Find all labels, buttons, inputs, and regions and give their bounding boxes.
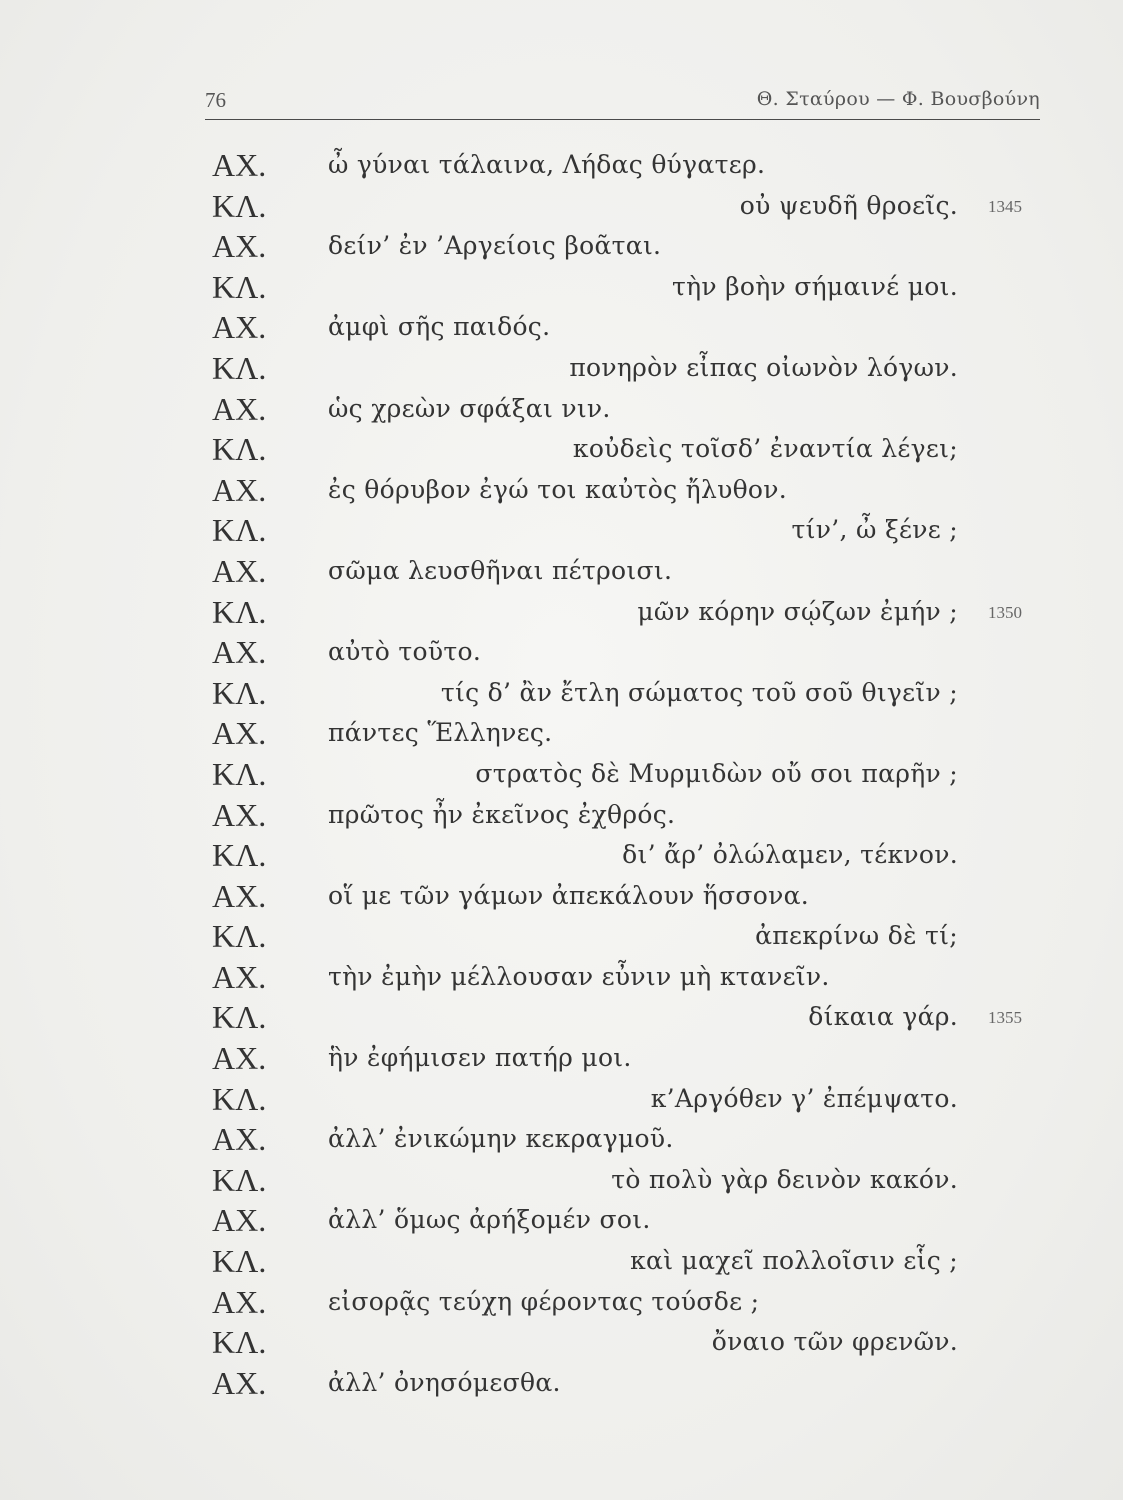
- verse-text: τίν’, ὦ ξένε ;: [791, 515, 958, 545]
- verse-text: ἀπεκρίνω δὲ τί;: [755, 921, 958, 951]
- speaker-label: ΚΛ.: [212, 1243, 267, 1280]
- dialogue-line: [0, 1322, 1123, 1363]
- verse-text: ὡς χρεὼν σφάξαι νιν.: [328, 393, 611, 423]
- speaker-label: ΑΧ.: [212, 1283, 267, 1320]
- verse-text: ἀλλ’ ἐνικώμην κεκραγμοῦ.: [328, 1124, 674, 1154]
- speaker-label: ΚΛ.: [212, 918, 267, 955]
- speaker-label: ΑΧ.: [212, 471, 267, 508]
- dialogue-line: [0, 470, 1123, 511]
- verse-text: ἀμφὶ σῆς παιδός.: [328, 312, 551, 342]
- dialogue-line: [0, 1119, 1123, 1160]
- speaker-label: ΚΛ.: [212, 1324, 267, 1361]
- header-rule: [205, 119, 1040, 120]
- speaker-label: ΚΛ.: [212, 187, 267, 224]
- verse-text: εἰσορᾷς τεύχη φέροντας τούσδε ;: [328, 1286, 760, 1316]
- verse-text: ἣν ἐφήμισεν πατήρ μοι.: [328, 1043, 632, 1073]
- speaker-label: ΚΛ.: [212, 674, 267, 711]
- verse-text: πρῶτος ἦν ἐκεῖνος ἐχθρός.: [328, 799, 676, 829]
- verse-text: τὴν ἐμὴν μέλλουσαν εὖνιν μὴ κτανεῖν.: [328, 961, 830, 991]
- speaker-label: ΑΧ.: [212, 309, 267, 346]
- speaker-label: ΑΧ.: [212, 1121, 267, 1158]
- verse-text: ὦ γύναι τάλαινα, Λήδας θύγατερ.: [328, 150, 766, 179]
- speaker-label: ΑΧ.: [212, 958, 267, 995]
- dialogue-line: [0, 267, 1123, 308]
- verse-text: καὶ μαχεῖ πολλοῖσιν εἷς ;: [630, 1246, 958, 1276]
- verse-text: πάντες Ἕλληνες.: [328, 718, 553, 748]
- dialogue-line: [0, 348, 1123, 389]
- dialogue-line: [0, 1241, 1123, 1282]
- dialogue-line: [0, 307, 1123, 348]
- verse-line-number: 1355: [988, 1008, 1022, 1028]
- speaker-label: ΑΧ.: [212, 715, 267, 752]
- dialogue-line: [0, 795, 1123, 836]
- dialogue-line: [0, 145, 1123, 186]
- verse-text: αὐτὸ τοῦτο.: [328, 637, 482, 667]
- verse-text: δι’ ἄρ’ ὀλώλαμεν, τέκνον.: [622, 840, 958, 870]
- dialogue-line: [0, 754, 1123, 795]
- verse-text: σῶμα λευσθῆναι πέτροισι.: [328, 555, 673, 585]
- verse-text: δείν’ ἐν ’Αργείοις βοᾶται.: [328, 231, 662, 261]
- dialogue-line: [0, 957, 1123, 998]
- speaker-label: ΚΛ.: [212, 512, 267, 549]
- speaker-label: ΑΧ.: [212, 877, 267, 914]
- dialogue-line: [0, 673, 1123, 714]
- running-head: Θ. Σταύρου — Φ. Βουσβούνη: [756, 88, 1040, 110]
- speaker-label: ΚΛ.: [212, 837, 267, 874]
- verse-text: κοὐδεὶς τοῖσδ’ ἐναντία λέγει;: [572, 434, 958, 464]
- page-header: [205, 88, 1040, 116]
- speaker-label: ΑΧ.: [212, 390, 267, 427]
- dialogue-line: [0, 997, 1123, 1038]
- verse-text: μῶν κόρην σῴζων ἐμήν ;: [637, 596, 958, 626]
- verse-line-number: 1345: [988, 196, 1022, 216]
- verse-text: ἐς θόρυβον ἐγώ τοι καὐτὸς ἤλυθον.: [328, 474, 788, 504]
- dialogue-line: [0, 916, 1123, 957]
- dialogue-line: [0, 551, 1123, 592]
- dialogue-line: [0, 510, 1123, 551]
- verse-text: τίς δ’ ἂν ἔτλη σώματος τοῦ σοῦ θιγεῖν ;: [440, 677, 958, 707]
- speaker-label: ΚΛ.: [212, 349, 267, 386]
- verse-text: πονηρὸν εἶπας οἰωνὸν λόγων.: [569, 352, 958, 382]
- verse-text: ὄναιο τῶν φρενῶν.: [711, 1327, 958, 1357]
- speaker-label: ΚΛ.: [212, 268, 267, 305]
- speaker-label: ΑΧ.: [212, 228, 267, 265]
- speaker-label: ΚΛ.: [212, 755, 267, 792]
- dialogue-line: [0, 1079, 1123, 1120]
- verse-text: ἀλλ’ ὀνησόμεσθα.: [328, 1367, 561, 1397]
- speaker-label: ΚΛ.: [212, 999, 267, 1036]
- verse-text: οὐ ψευδῆ θροεῖς.: [739, 190, 958, 220]
- dialogue-line: [0, 389, 1123, 430]
- dialogue-line: [0, 713, 1123, 754]
- speaker-label: ΑΧ.: [212, 1202, 267, 1239]
- verse-text: δίκαια γάρ.: [808, 1002, 958, 1032]
- speaker-label: ΚΛ.: [212, 431, 267, 468]
- speaker-label: ΑΧ.: [212, 1364, 267, 1401]
- speaker-label: ΚΛ.: [212, 593, 267, 630]
- verse-line-number: 1350: [988, 602, 1022, 622]
- dialogue-line: [0, 1038, 1123, 1079]
- verse-text: τὸ πολὺ γὰρ δεινὸν κακόν.: [611, 1164, 958, 1194]
- speaker-label: ΑΧ.: [212, 796, 267, 833]
- verse-text: οἵ με τῶν γάμων ἀπεκάλουν ἥσσονα.: [328, 880, 810, 910]
- verse-text: κ’Αργόθεν γ’ ἐπέμψατο.: [650, 1083, 958, 1113]
- speaker-label: ΑΧ.: [212, 1040, 267, 1077]
- dialogue-line: [0, 429, 1123, 470]
- dialogue-line: [0, 226, 1123, 267]
- dialogue-line: [0, 1282, 1123, 1323]
- speaker-label: ΚΛ.: [212, 1080, 267, 1117]
- dialogue-lines: [0, 145, 1123, 1403]
- speaker-label: ΚΛ.: [212, 1161, 267, 1198]
- dialogue-line: [0, 1200, 1123, 1241]
- dialogue-line: [0, 1363, 1123, 1404]
- dialogue-line: [0, 1160, 1123, 1201]
- dialogue-line: [0, 592, 1123, 633]
- dialogue-line: [0, 632, 1123, 673]
- dialogue-line: [0, 835, 1123, 876]
- verse-text: τὴν βοὴν σήμαινέ μοι.: [672, 271, 958, 301]
- speaker-label: ΑΧ.: [212, 552, 267, 589]
- speaker-label: ΑΧ.: [212, 634, 267, 671]
- verse-text: ἀλλ’ ὅμως ἀρήξομέν σοι.: [328, 1205, 651, 1235]
- speaker-label: ΑΧ.: [212, 147, 267, 183]
- verse-text: στρατὸς δὲ Μυρμιδὼν οὔ σοι παρῆν ;: [475, 758, 958, 788]
- dialogue-line: [0, 186, 1123, 227]
- dialogue-line: [0, 876, 1123, 917]
- page-number: 76: [205, 88, 226, 112]
